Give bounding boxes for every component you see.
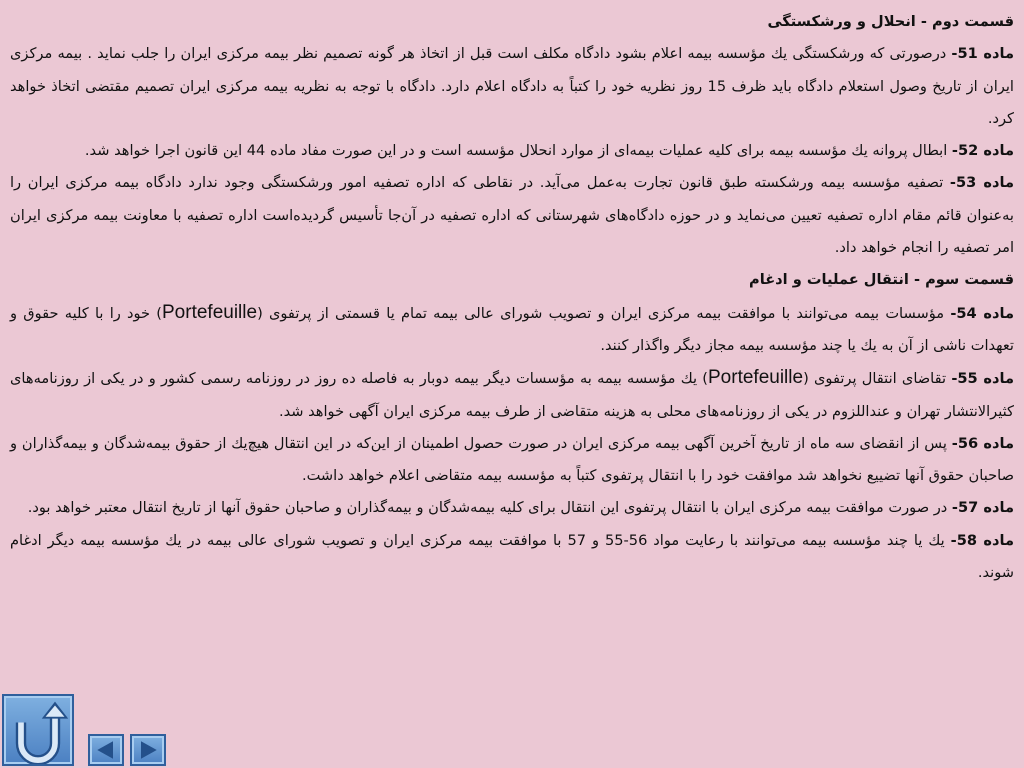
article-55-text-before: تقاضای انتقال پرتفوی (: [803, 370, 947, 388]
article-57-label: ماده 57-: [951, 499, 1014, 517]
article-54-latin-term: Portefeuille: [162, 301, 258, 323]
article-57: [10, 492, 1014, 524]
article-55: [10, 362, 1014, 428]
article-57-text: در صورت موافقت بیمه مرکزی ایران با انتقال پرتفوی این انتقال برای کلیه بیمه‌شدگان و بیمه‌گذاران و صاحبان حقوق آنها از تاریخ انتقال معتبر خواهد بود.: [27, 499, 948, 517]
article-55-latin-term: Portefeuille: [708, 367, 804, 389]
document-body: [10, 6, 1014, 589]
return-button[interactable]: [2, 694, 74, 766]
article-58-text: یك یا چند مؤسسه بیمه می‌توانند با رعایت مواد 56-55 و 57 با موافقت بیمه مرکزی ایران و تصویب شورای عالی بیمه در یك مؤسسه بیمه دیگر ادغام شوند.: [10, 531, 1014, 582]
article-56: [10, 428, 1014, 493]
article-56-label: ماده 56-: [951, 434, 1015, 452]
article-55-label: ماده 55-: [951, 370, 1014, 388]
triangle-right-icon: [132, 736, 164, 764]
part3-heading: قسمت سوم - انتقال عملیات و ادغام: [749, 271, 1014, 289]
u-turn-return-icon: [4, 696, 72, 764]
article-51-label: ماده 51-: [951, 45, 1014, 63]
part2-heading: قسمت دوم - انحلال و ورشکستگی: [767, 13, 1014, 30]
article-51-text: درصورتی که ورشکستگی یك مؤسسه بیمه اعلام بشود دادگاه مکلف است قبل از اتخاذ هر گونه تصمیم نظر بیمه مرکزی ایران را جلب نماید . بیمه مرکزی ایران از تاریخ وصول استعلام دادگاه باید ظرف 15 روز نظریه خود را کتباً به دادگاه اعلام دارد. دادگاه با توجه به نظریه بیمه مرکزی ایران تصمیم مقتضی اتخاذ خواهد کرد.: [10, 45, 1014, 127]
article-58-label: ماده 58-: [950, 531, 1014, 549]
article-54: [10, 297, 1014, 363]
article-52-label: ماده 52-: [951, 142, 1014, 160]
article-56-text: پس از انقضای سه ماه از تاریخ آخرین آگهی بیمه مرکزی ایران در صورت حصول اطمینان از این‌که در این انتقال هیچ‌یك از حقوق بیمه‌شدگان و بیمه‌گذاران و صاحبان حقوق آنها تضییع نخواهد شد موافقت خود را با انتقال پرتفوی کتباً به مؤسسه بیمه متقاضی اعلام خواهد داشت.: [10, 434, 1014, 485]
article-55-text-after: ) یك مؤسسه بیمه به مؤسسات دیگر بیمه دوبار به فاصله ده روز در روزنامه رسمی کشور و در یکی از روزنامه‌های کثیرالانتشار تهران و عنداللزوم در یکی از روزنامه‌های محلی به هزینه متقاضی از طرف بیمه مرکزی ایران آگهی خواهد شد.: [10, 370, 1014, 420]
article-51: [10, 38, 1014, 135]
triangle-left-icon: [90, 736, 122, 764]
article-54-text-after: ) خود را با کلیه حقوق و تعهدات ناشی از آن به یك یا چند مؤسسه بیمه مجاز دیگر واگذار کنند.: [10, 304, 1014, 354]
previous-slide-button[interactable]: [88, 734, 124, 766]
next-slide-button[interactable]: [130, 734, 166, 766]
article-53: [10, 167, 1014, 264]
article-54-label: ماده 54-: [950, 304, 1014, 322]
article-53-text: تصفیه مؤسسه بیمه ورشکسته طبق قانون تجارت به‌عمل می‌آید. در نقاطی که اداره تصفیه امور ورشکستگی وجود ندارد دادگاه بیمه مرکزی ایران را به‌عنوان قائم مقام اداره تصفیه تعیین می‌نماید و در حوزه دادگاه‌های شهرستانی که اداره تصفیه در آن‌جا تأسیس گردیده‌است اداره تصفیه با معاونت بیمه مرکزی ایران امر تصفیه را انجام خواهد داد.: [10, 174, 1014, 257]
article-53-label: ماده 53-: [949, 174, 1015, 192]
article-52: [10, 135, 1014, 167]
article-52-text: ابطال پروانه یك مؤسسه بیمه برای کلیه عملیات بیمه‌ای از موارد انحلال مؤسسه است و در این صورت مفاد ماده 44 این قانون اجرا خواهد شد.: [84, 142, 948, 160]
article-54-text-before: مؤسسات بیمه می‌توانند با موافقت بیمه مرکزی ایران و تصویب شورای عالی بیمه تمام یا قسمتی از پرتفوی (: [257, 304, 945, 322]
article-58: [10, 525, 1014, 590]
